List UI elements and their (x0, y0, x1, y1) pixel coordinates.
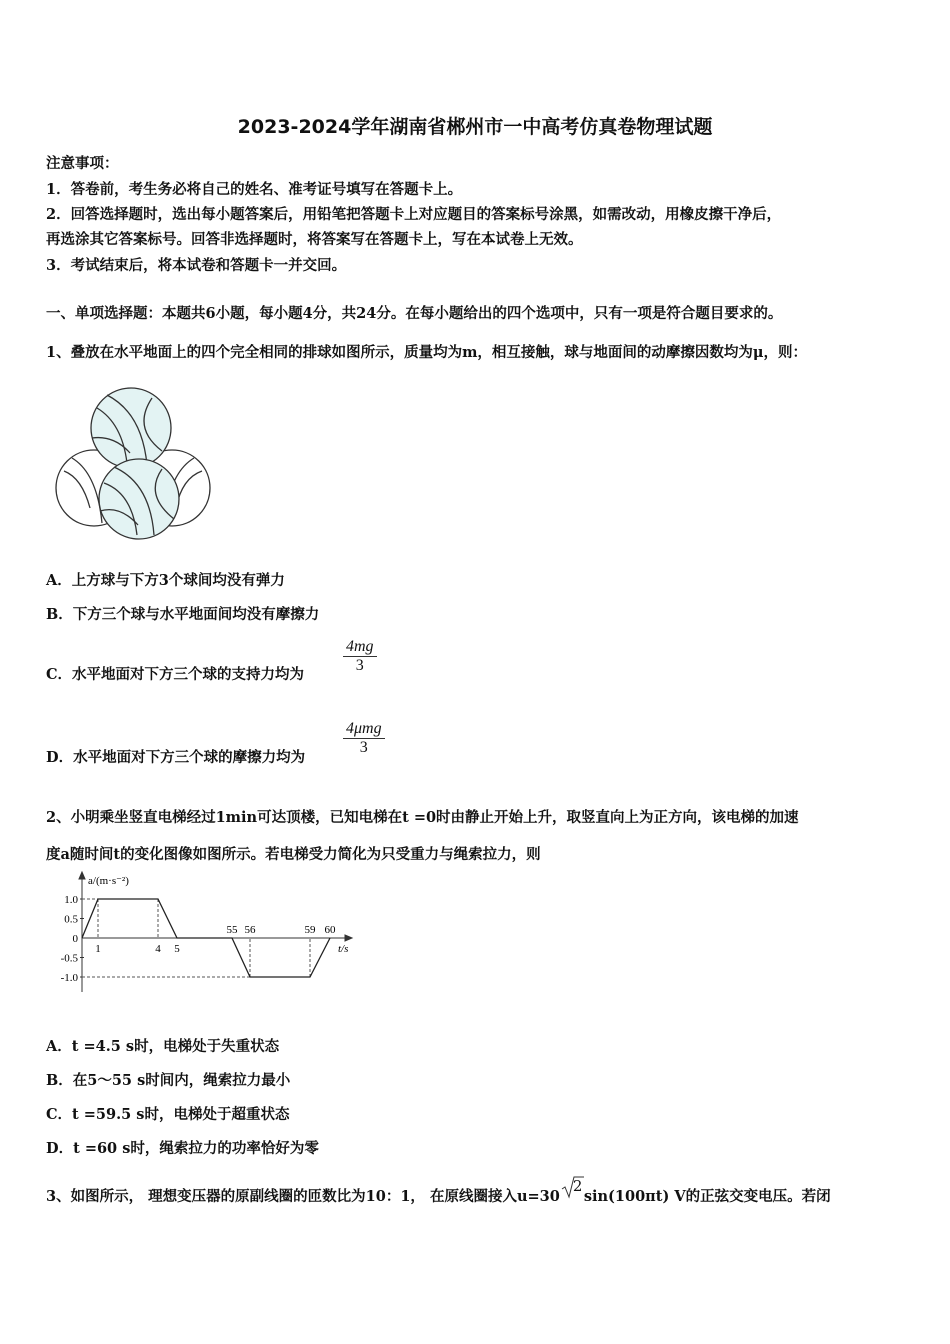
q2-option-a: A．t =4.5 s时，电梯处于失重状态 (46, 1038, 280, 1055)
y-tick-label: -1.0 (60, 972, 78, 984)
q1-option-a: A．上方球与下方3个球间均没有弹力 (46, 572, 285, 589)
top-ball (91, 388, 171, 468)
front-ball (99, 459, 179, 539)
x-axis-arrow (345, 935, 352, 941)
q1-option-c: C．水平地面对下方三个球的支持力均为 (46, 666, 305, 683)
y-tick-label: 0.5 (64, 913, 78, 926)
volleyball-stack-figure (52, 383, 214, 541)
y-tick-label: -0.5 (60, 952, 78, 965)
q2-stem-line-1: 2、小明乘坐竖直电梯经过1min可达顶楼，已知电梯在t =0时由静止开始上升，取竖直向上为正方向，该电梯的加速 (46, 809, 799, 826)
notice-item-1: 1．答卷前，考生务必将自己的姓名、准考证号填写在答题卡上。 (46, 181, 463, 198)
q1-option-d-fraction (343, 720, 385, 757)
q1-option-d: D．水平地面对下方三个球的摩擦力均为 (46, 749, 306, 766)
x-tick-label: 56 (244, 924, 256, 936)
notice-heading: 注意事项： (46, 155, 119, 172)
x-axis-label: t/s (338, 943, 349, 955)
x-tick-label: 5 (174, 943, 180, 955)
q1-option-b: B．下方三个球与水平地面间均没有摩擦力 (46, 606, 320, 623)
x-tick-label: 4 (155, 943, 161, 955)
x-tick-label: 60 (324, 924, 336, 936)
sqrt-two: 2 (560, 1187, 584, 1201)
section-heading: 一、单项选择题：本题共6小题，每小题4分，共24分。在每小题给出的四个选项中，只有一项是符合题目要求的。 (46, 305, 783, 322)
fraction-d-numerator: 4μmg (346, 720, 382, 737)
q3-stem-start: 3、如图所示， 理想变压器的原副线圈的匝数比为10：1， 在原线圈接入u=30 (46, 1188, 560, 1205)
q3-stem (46, 1177, 831, 1206)
acceleration-time-chart (40, 870, 370, 1000)
x-tick-label: 59 (304, 924, 316, 936)
y-tick-label: 1.0 (64, 894, 78, 906)
q2-stem-line-2: 度a随时间t的变化图像如图所示。若电梯受力简化为只受重力与绳索拉力，则 (46, 846, 541, 863)
notice-item-2: 2．回答选择题时，选出每小题答案后，用铅笔把答题卡上对应题目的答案标号涂黑，如需改动，用橡皮擦干净后， (46, 206, 782, 223)
q3-stem-end: sin(100πt) V的正弦交变电压。若闭 (583, 1188, 831, 1205)
x-tick-label: 1 (95, 943, 101, 955)
fraction-c-denominator: 3 (355, 657, 364, 674)
x-tick-label: 55 (226, 924, 238, 936)
notice-item-3: 3．考试结束后，将本试卷和答题卡一并交回。 (46, 257, 347, 274)
fraction-d-denominator: 3 (359, 739, 368, 756)
notice-item-2-cont: 再选涂其它答案标号。回答非选择题时，将答案写在答题卡上，写在本试卷上无效。 (46, 231, 583, 248)
q2-option-b: B．在5～55 s时间内，绳索拉力最小 (46, 1072, 291, 1089)
y-axis-label: a/(m·s⁻²) (88, 875, 129, 887)
q2-option-d: D．t =60 s时，绳索拉力的功率恰好为零 (46, 1140, 319, 1157)
y-tick-label: 0 (72, 933, 78, 945)
fraction-c-numerator: 4mg (346, 638, 374, 655)
q2-option-c: C．t =59.5 s时，电梯处于超重状态 (46, 1106, 290, 1123)
q1-stem: 1、叠放在水平地面上的四个完全相同的排球如图所示，质量均为m，相互接触，球与地面间的动摩擦因数均为μ，则： (46, 344, 808, 361)
page-title: 2023-2024学年湖南省郴州市一中高考仿真卷物理试题 (237, 116, 713, 138)
q1-option-c-fraction (343, 638, 377, 675)
y-axis-arrow (79, 872, 85, 879)
